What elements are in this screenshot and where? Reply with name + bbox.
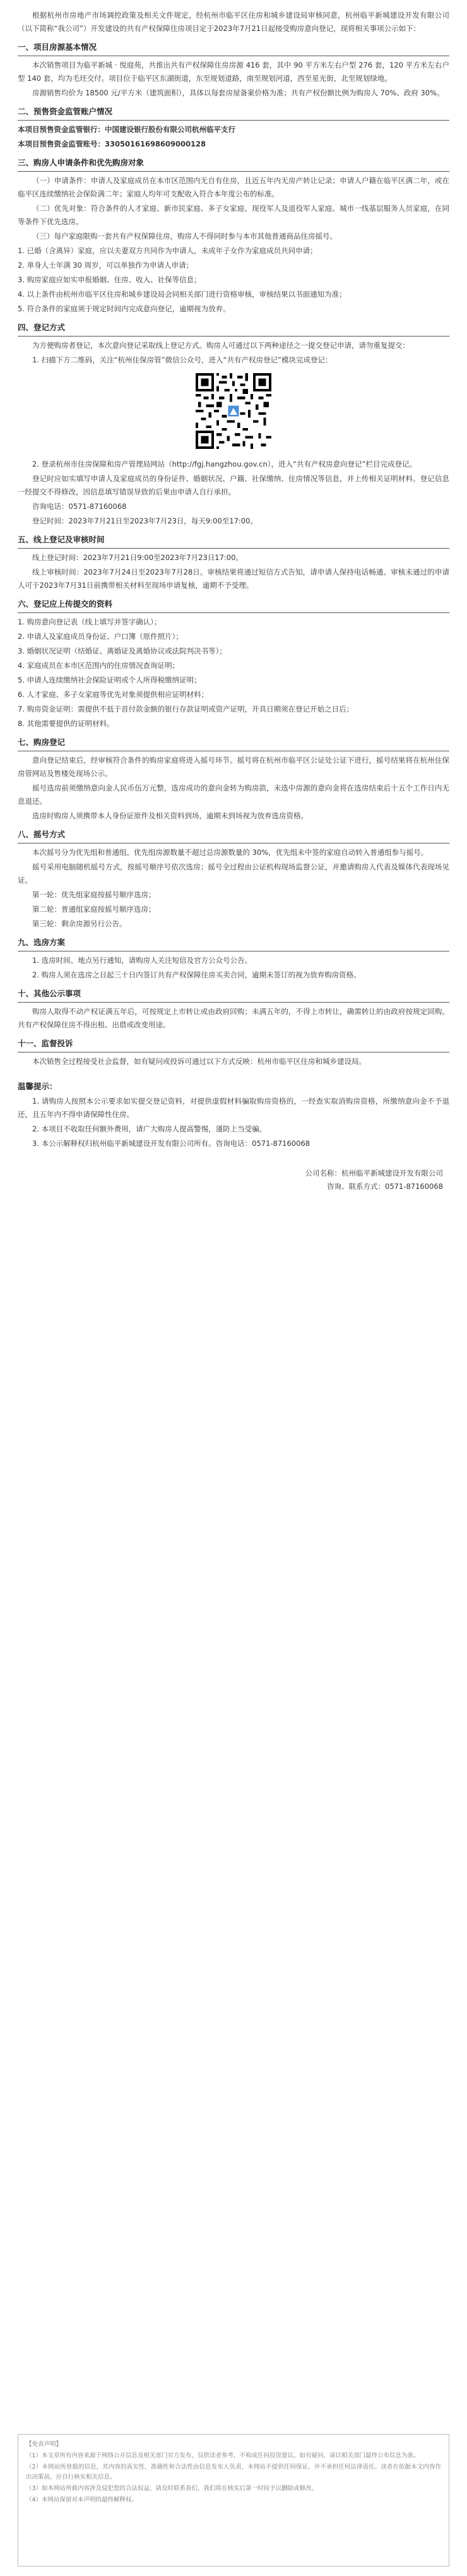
disclaimer-item: （2）本网站所登载的信息，其内容的真实性、准确性和合法性由信息发布人负责，本网站不提供任何保证，并不承担任何法律责任。读者在依据本文内容作出决策前，应自行核实相关信息。 [26, 2464, 441, 2481]
list-item: 2. 单身人士年满 30 周岁，可以单独作为申请人申请； [18, 261, 194, 270]
warning-item: 2. 本项目不收取任何额外费用，请广大购房人提高警惕，谨防上当受骗。 [32, 1124, 267, 1133]
section-title: 二、预售资金监管账户情况 [18, 107, 113, 116]
section-paragraph: （三）每户家庭限购一套共有产权保障住房，购房人不得同时参与本市其他普通商品住房摇号。 [32, 232, 337, 241]
section-paragraph: 线上登记时间：2023年7月21日9:00至2023年7月23日17:00。 [32, 553, 243, 562]
section-divider [18, 171, 449, 172]
section-paragraph: 2. 登录杭州市住房保障和房产管理局网站（http://fgj.hangzhou.gov.cn），进入“共有产权房意向登记”栏目完成登记。 [32, 460, 417, 468]
signature-contact: 咨询、联系方式：0571-87160068 [327, 1182, 443, 1191]
disclaimer-box [18, 2434, 449, 2567]
section-paragraph: 摇号采用电脑随机摇号方式，按摇号顺序号依次选房；摇号全过程由公证机构现场监督公证，并邀请购房人代表及媒体代表现场见证。 [18, 862, 449, 885]
bank-account: 本项目预售资金监管账号：33050161698609000128 [18, 140, 206, 148]
intro-paragraph: 根据杭州市房地产市场调控政策及相关文件规定，经杭州市临平区住房和城乡建设局审核同意，杭州临平新城建设开发有限公司（以下简称“我公司”）开发建设的共有产权保障住房项目定于2023年7月21日起接受购房意向登记，现将相关事项公示如下： [18, 11, 449, 33]
section-divider [18, 1002, 449, 1003]
section-divider [18, 336, 449, 337]
list-item: 4. 以上条件由杭州市临平区住房和城乡建设局会同相关部门进行资格审核，审核结果以书面通知为准； [18, 290, 346, 299]
disclaimer-title: 【免责声明】 [26, 2441, 62, 2448]
section-title: 七、购房登记 [18, 737, 66, 747]
disclaimer-item: （1）本文章所有内容来源于网络公开信息及相关部门官方发布，仅供读者参考，不构成任何投资建议。如有疑问，请以相关部门最终公布信息为准。 [26, 2452, 420, 2459]
section-title: 四、登记方式 [18, 323, 66, 332]
qr-code-wrapper [18, 373, 449, 449]
section-divider [18, 843, 449, 844]
section-paragraph: 线上审核时间：2023年7月24日至2023年7月28日。审核结果将通过短信方式告知，请申请人保持电话畅通。审核未通过的申请人可于2023年7月31日前携带相关材料至现场申请复核，逾期不予受理。 [18, 568, 449, 590]
section-paragraph: （一）申请条件：申请人及家庭成员在本市区范围内无自有住房，且近五年内无房产转让记录；申请人户籍在临平区满二年，或在临平区连续缴纳社会保险满二年；家庭人均年可支配收入符合本年度公布的标准。 [18, 176, 449, 198]
section-paragraph: 购房人取得不动产权证满五年后，可按规定上市转让或由政府回购；未满五年的，不得上市转让，确需转让的由政府按规定回购。共有产权保障住房不得出租、出借或改变用途。 [18, 1007, 449, 1029]
list-item: 3. 婚姻状况证明（结婚证、离婚证及离婚协议或法院判决书等）； [18, 647, 227, 655]
section-paragraph: 本次销售项目为临平新城 · 悦庭苑，共推出共有产权保障住房房源 416 套，其中 90 平方米左右户型 276 套，120 平方米左右户型 140 套，均为毛坯交付。项目位于临平区东湖街道，东至规划道路，南至规划河道，西至星光街，北至规划绿地。 [18, 61, 449, 83]
section-paragraph: 登记时应如实填写申请人及家庭成员的身份证件、婚姻状况、户籍、社保缴纳、住房情况等信息，并上传相关证明材料。登记信息一经提交不得修改，因信息填写错误导致的后果由申请人自行承担。 [18, 474, 449, 496]
section-divider [18, 120, 449, 121]
list-item: 8. 其他需要提供的证明材料。 [18, 719, 114, 728]
list-item: 第三轮：剩余房源另行公告。 [32, 919, 127, 928]
section-paragraph: 摇号选房前须缴纳意向金人民币伍万元整，选房成功的意向金转为购房款，未选中房源的意向金将在选房结束后十五个工作日内无息退还。 [18, 784, 449, 806]
list-item: 2. 购房人须在选房之日起三十日内签订共有产权保障住房买卖合同，逾期未签订的视为放弃购房资格。 [32, 970, 361, 979]
bank-name: 本项目预售资金监管银行：中国建设银行股份有限公司杭州临平支行 [18, 125, 235, 134]
section-title: 十一、监督投诉 [18, 1039, 73, 1048]
section-divider [18, 548, 449, 549]
section-divider [18, 612, 449, 613]
section-title: 六、登记应上传提交的资料 [18, 599, 113, 609]
list-item: 1. 选房时间、地点另行通知，请购房人关注短信及官方公众号公告。 [32, 956, 252, 965]
list-item: 第一轮：优先组家庭按摇号顺序选房； [32, 890, 156, 899]
spacer [18, 1152, 449, 1167]
section-paragraph: （二）优先对象：符合条件的人才家庭、新市民家庭、多子女家庭、现役军人及退役军人家庭、城市一线基层服务人员家庭，在同等条件下优先选房。 [18, 204, 449, 226]
list-item: 4. 家庭成员在本市区范围内的住房情况查询证明； [18, 661, 180, 670]
section-title: 十、其他公示事项 [18, 989, 81, 998]
registration-time: 登记时间：2023年7月21日至2023年7月23日，每天9:00至17:00。 [32, 516, 257, 525]
section-title: 九、选房方案 [18, 938, 66, 947]
section-title: 五、线上登记及审核时间 [18, 535, 105, 544]
section-paragraph: 为方便购房者登记，本次意向登记采取线上登记方式。购房人可通过以下两种途径之一提交登记申请，请勿重复提交： [32, 341, 410, 350]
list-item: 5. 符合条件的家庭须于规定时间内完成意向登记，逾期视为放弃。 [18, 304, 230, 313]
contact-phone: 咨询电话：0571-87160068 [32, 502, 127, 511]
section-paragraph: 房源销售均价为 18500 元/平方米（建筑面积），具体以每套房屋备案价格为准；共有产权份额比例为购房人 70%、政府 30%。 [32, 88, 444, 97]
section-title: 一、项目房源基本情况 [18, 42, 97, 52]
list-item: 第二轮：普通组家庭按摇号顺序选房； [32, 905, 156, 914]
section-paragraph: 1. 扫描下方二维码，关注“杭州住保房管”微信公众号，进入“共有产权房登记”模块完成登记： [32, 355, 333, 364]
warning-item: 3. 本公示解释权归杭州临平新城建设开发有限公司所有。咨询电话：0571-87160068 [32, 1139, 310, 1148]
section-paragraph: 意向登记结束后，经审核符合条件的购房家庭将进入摇号环节。摇号将在杭州市临平区公证处公证下进行，摇号结果将在杭州住保房管网站及售楼处现场公示。 [18, 756, 449, 778]
section-paragraph: 本次摇号分为优先组和普通组。优先组房源数量不超过总房源数量的 30%，优先组未中签的家庭自动转入普通组参与摇号。 [32, 848, 429, 857]
signature-company: 公司名称：杭州临平新城建设开发有限公司 [305, 1169, 443, 1178]
list-item: 7. 购房资金证明：需提供不低于首付款金额的银行存款证明或资产证明，开具日期须在登记开始之日后； [18, 705, 354, 713]
warning-title: 温馨提示： [18, 1082, 57, 1091]
list-item: 1. 已婚（含离异）家庭，应以夫妻双方共同作为申请人，未成年子女作为家庭成员共同申请； [18, 246, 317, 255]
section-title: 八、摇号方式 [18, 830, 66, 839]
warning-item: 1. 请购房人按照本公示要求如实提交登记资料，对提供虚假材料骗取购房资格的，一经查实取消购房资格，所缴纳意向金不予退还，且五年内不得申请保障性住房。 [18, 1097, 449, 1119]
list-item: 3. 购房家庭应如实申报婚姻、住房、收入、社保等信息； [18, 275, 201, 284]
disclaimer-item: （4）本网站保留对本声明的最终解释权。 [26, 2496, 138, 2503]
list-item: 2. 申请人及家庭成员身份证、户口簿（原件照片）； [18, 632, 183, 641]
document-content [18, 9, 449, 2421]
list-item: 6. 人才家庭、多子女家庭等优先对象须提供相应证明材料； [18, 690, 209, 699]
section-paragraph: 选房时购房人须携带本人身份证原件及相关资料到场，逾期未到场视为放弃选房资格。 [32, 811, 308, 820]
disclaimer-item: （3）如本网站所载内容涉及侵犯您的合法权益，请及时联系我们，我们将在核实后第一时间予以删除或修改。 [26, 2485, 318, 2492]
list-item: 1. 购房意向登记表（线上填写并签字确认）； [18, 617, 162, 626]
section-paragraph: 本次销售全过程接受社会监督，如有疑问或投诉可通过以下方式反映：杭州市临平区住房和城乡建设局。 [32, 1057, 366, 1066]
list-item: 5. 申请人连续缴纳社会保险证明或个人所得税缴纳证明； [18, 676, 201, 684]
qr-code-icon[interactable] [196, 373, 271, 449]
section-title: 三、购房人申请条件和优先购房对象 [18, 158, 145, 167]
